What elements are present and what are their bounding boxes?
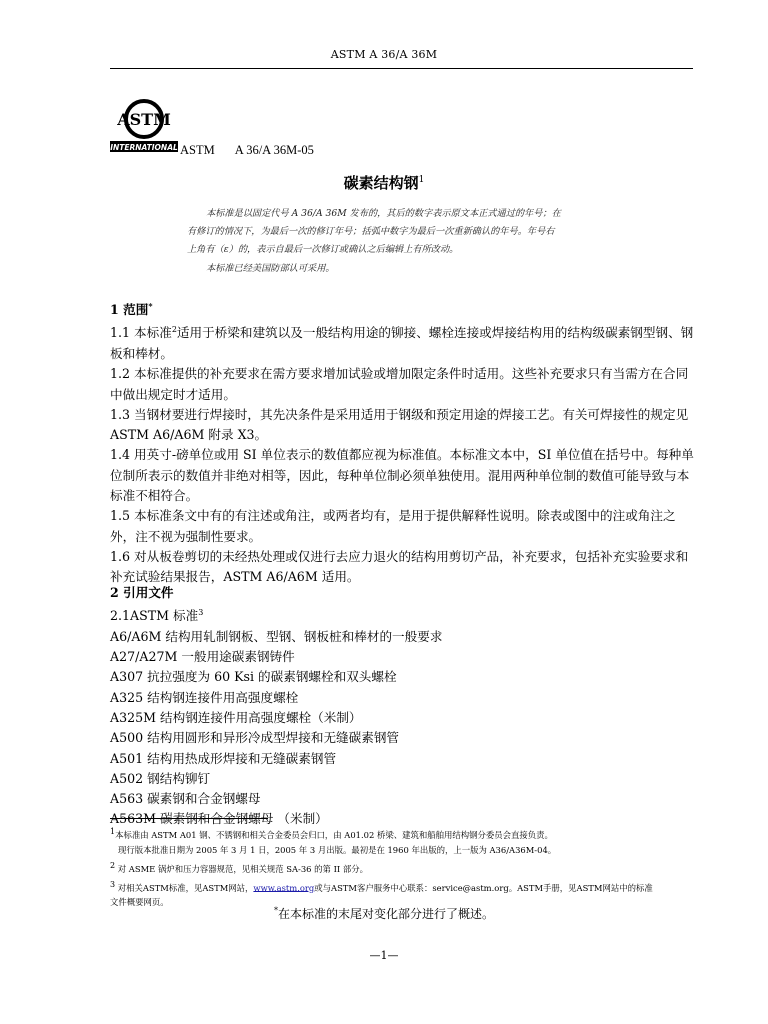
summary-text: 在本标准的末尾对变化部分进行了概述。 — [277, 907, 494, 921]
running-header: ASTM A 36/A 36M — [330, 48, 438, 61]
sub-heading: 2.1ASTM 标准$^3$ — [110, 608, 204, 624]
astm-logo-icon — [110, 95, 178, 155]
reference-item: A325 结构钢连接件用高强度螺栓 — [110, 689, 299, 705]
page-number: —1— — [369, 949, 399, 962]
clause-1-3: 1.3 当钢材要进行焊接时，其先决条件是采用适用于钢级和预定用途的焊接工艺。有关可焊接性的规定见 ASTM A6/A6M 附录 X3。 — [110, 406, 689, 443]
reference-item: A307 抗拉强度为 60 Ksi 的碳素钢螺栓和双头螺栓 — [110, 669, 397, 685]
designation-number: A 36/A 36M-05 — [234, 143, 314, 157]
clause-1-6: 1.6 对从板卷剪切的未经热处理或仅进行去应力退火的结构用剪切产品，补充要求，包括补充实验要求和补充试验结果报告，ASTM A6/A6M 适用。 — [110, 548, 689, 585]
svg-text:INTERNATIONAL: INTERNATIONAL — [110, 143, 178, 152]
footnote-1-cont: 现行版本批准日期为 2005 年 3 月 1 日，2005 年 3 月出版。最初是在 1960 年出版的，上一版为 A36/A36M-04。 — [118, 844, 557, 855]
document-designation — [180, 143, 314, 158]
designation-prefix: ASTM — [180, 143, 215, 157]
astm-logo — [110, 95, 178, 155]
preface-note — [187, 205, 587, 278]
svg-text:ASTM: ASTM — [117, 110, 171, 129]
footnote-3: $^3$ 对相关ASTM标准，见ASTM网站，www.astm.org或与ASTM客户服务中心联系：service@astm.org。ASTM手册，见ASTM网站中的标准 — [110, 879, 653, 893]
reference-item: A502 钢结构铆钉 — [110, 770, 211, 786]
section-heading: 2 引用文件 — [110, 585, 174, 600]
preface-line: 本标准是以固定代号 A 36/A 36M 发布的，其后的数字表示原文本正式通过的年号；在 — [206, 208, 561, 219]
title-text: 碳素结构钢 — [343, 174, 419, 192]
header-rule — [110, 68, 693, 69]
reference-item: A6/A6M 结构用轧制钢板、型钢、钢板桩和棒材的一般要求 — [110, 628, 443, 644]
reference-item: A325M 结构钢连接件用高强度螺栓（米制） — [110, 709, 362, 725]
preface-line: 本标准已经美国防部认可采用。 — [206, 262, 335, 274]
preface-line: 上角有（ε）的，表示自最后一次修订或确认之后编辑上有所改动。 — [187, 244, 459, 256]
clause-1-4: 1.4 用英寸-磅单位或用 SI 单位表示的数值都应视为标准值。本标准文本中，SI 单位值在括号中。每种单位制所表示的数值并非绝对相等，因此，每种单位制必须单独使用。混用两种单位制的数值可能导致与本标准不相符合。 — [110, 447, 694, 504]
clause-1-1: 1.1 本标准$^2$适用于桥梁和建筑以及一般结构用途的铆接、螺栓连接或焊接结构用的结构级碳素钢型钢、钢板和棒材。 — [110, 325, 694, 361]
reference-item: A27/A27M 一般用途碳素钢铸件 — [110, 649, 295, 665]
document-title — [0, 172, 768, 193]
footnote-1: $^1$本标准由 ASTM A01 钢、不锈钢和相关合金委员会归口，由 A01.02 桥梁、建筑和船舶用结构钢分委员会直接负责。 — [110, 827, 553, 840]
preface-line: 有修订的情况下，为最后一次的修订年号；括弧中数字为最后一次重新确认的年号。年号右 — [187, 226, 555, 238]
reference-item: A563M 碳素钢和合金钢螺母 （米制） — [110, 811, 328, 827]
footnote-rule — [110, 818, 268, 819]
clause-1-2: 1.2 本标准提供的补充要求在需方要求增加试验或增加限定条件时适用。这些补充要求只有当需方在合同中做出规定时才适用。 — [110, 366, 689, 402]
reference-item: A501 结构用热成形焊接和无缝碳素钢管 — [110, 750, 337, 766]
footnotes — [110, 824, 710, 910]
section-scope — [110, 296, 700, 588]
reference-item: A563 碳素钢和合金钢螺母 — [110, 791, 261, 807]
footnote-2: $^2$ 对 ASME 锅炉和压力容器规范，见相关规范 SA-36 的第 II 部分。 — [110, 860, 368, 874]
summary-mark: * — [273, 906, 278, 915]
title-footnote-mark: 1 — [418, 175, 425, 185]
footnote-3-cont: 文件概要网页。 — [110, 897, 169, 908]
clause-1-5: 1.5 本标准条文中有的有注述或角注，或两者均有，是用于提供解释性说明。除表或图中的注或角注之外，注不视为强制性要求。 — [110, 508, 676, 544]
change-summary-note — [0, 905, 768, 922]
astm-website-link[interactable]: www.astm.org — [253, 882, 315, 893]
section-heading: 1 范围* — [110, 301, 153, 318]
reference-item: A500 结构用圆形和异形冷成型焊接和无缝碳素钢管 — [110, 730, 400, 746]
section-referenced-documents — [110, 583, 700, 830]
